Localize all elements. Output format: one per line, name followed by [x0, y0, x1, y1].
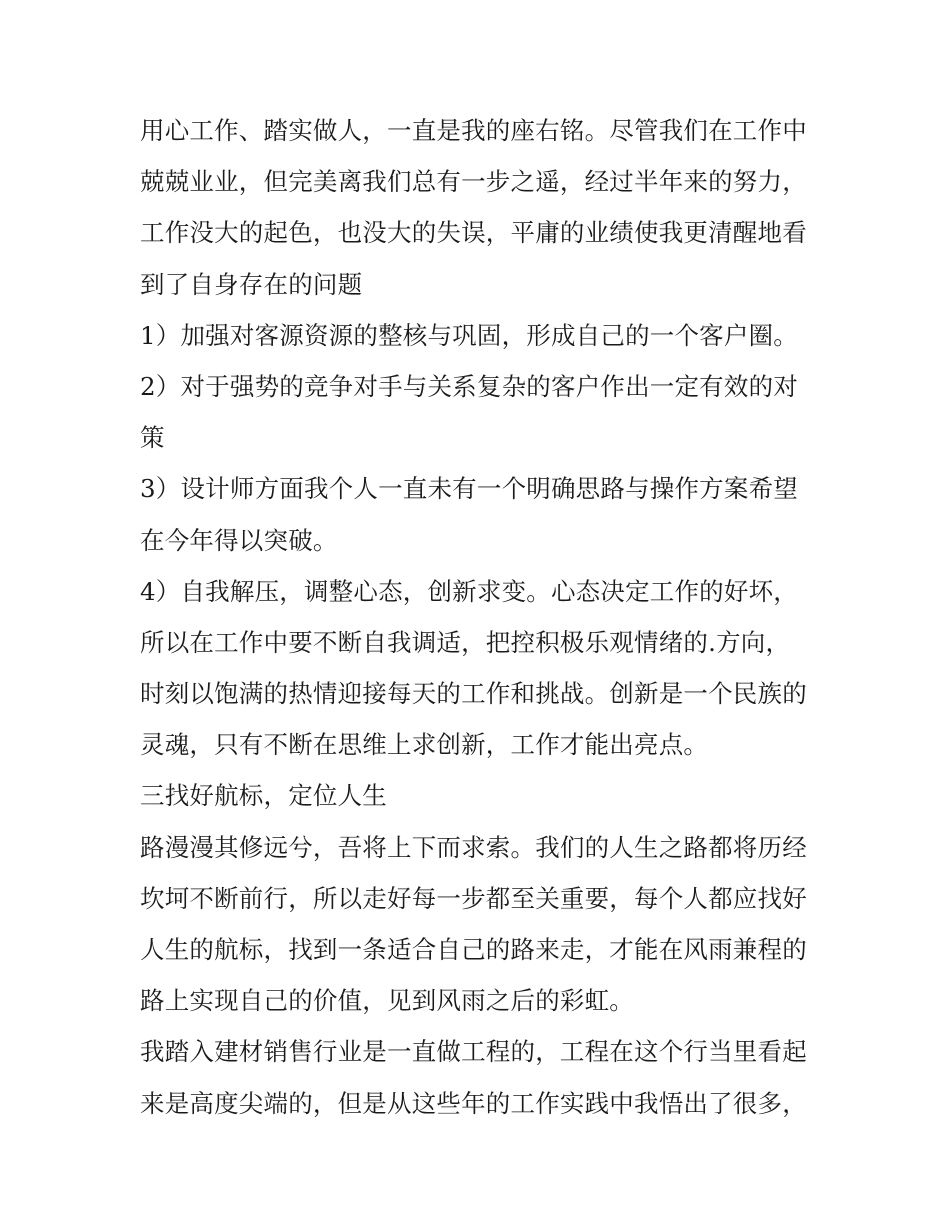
- text-line: 人生的航标，找到一条适合自己的路来走，才能在风雨兼程的: [140, 935, 807, 964]
- list-item-1: 1）加强对客源资源的整核与巩固，形成自己的一个客户圈。: [140, 320, 798, 350]
- text-line: 路上实现自己的价值，见到风雨之后的彩虹。: [140, 986, 634, 1016]
- text-line: 兢兢业业，但完美离我们总有一步之遥，经过半年来的努力，: [140, 167, 807, 197]
- list-item-2: 2）对于强势的竞争对手与关系复杂的客户作出一定有效的对: [140, 371, 798, 401]
- text-line: 坎坷不断前行，所以走好每一步都至关重要，每个人都应找好: [140, 883, 807, 913]
- body-text: [140, 105, 830, 1129]
- text-line: 在今年得以突破。: [140, 525, 338, 555]
- text-line: 所以在工作中要不断自我调适，把控积极乐观情绪的.方向，: [140, 627, 791, 657]
- text-line: 来是高度尖端的，但是从这些年的工作实践中我悟出了很多，: [140, 1088, 807, 1118]
- text-line: 策: [140, 423, 165, 453]
- text-line: 时刻以饱满的热情迎接每天的工作和挑战。创新是一个民族的: [140, 679, 807, 709]
- list-item-3: 3）设计师方面我个人一直未有一个明确思路与操作方案希望: [140, 474, 798, 504]
- section-heading: 三找好航标，定位人生: [140, 781, 387, 811]
- text-line: 到了自身存在的问题: [140, 269, 363, 299]
- text-line: 路漫漫其修远兮，吾将上下而求索。我们的人生之路都将历经: [140, 832, 807, 862]
- text-line: 用心工作、踏实做人，一直是我的座右铭。尽管我们在工作中: [140, 116, 807, 145]
- text-line: 工作没大的起色，也没大的失误，平庸的业绩使我更清醒地看: [140, 218, 807, 248]
- text-line: 灵魂，只有不断在思维上求创新，工作才能出亮点。: [140, 730, 709, 760]
- text-line: 我踏入建材销售行业是一直做工程的，工程在这个行当里看起: [140, 1037, 807, 1067]
- list-item-4: 4）自我解压，调整心态，创新求变。心态决定工作的好坏，: [140, 576, 798, 606]
